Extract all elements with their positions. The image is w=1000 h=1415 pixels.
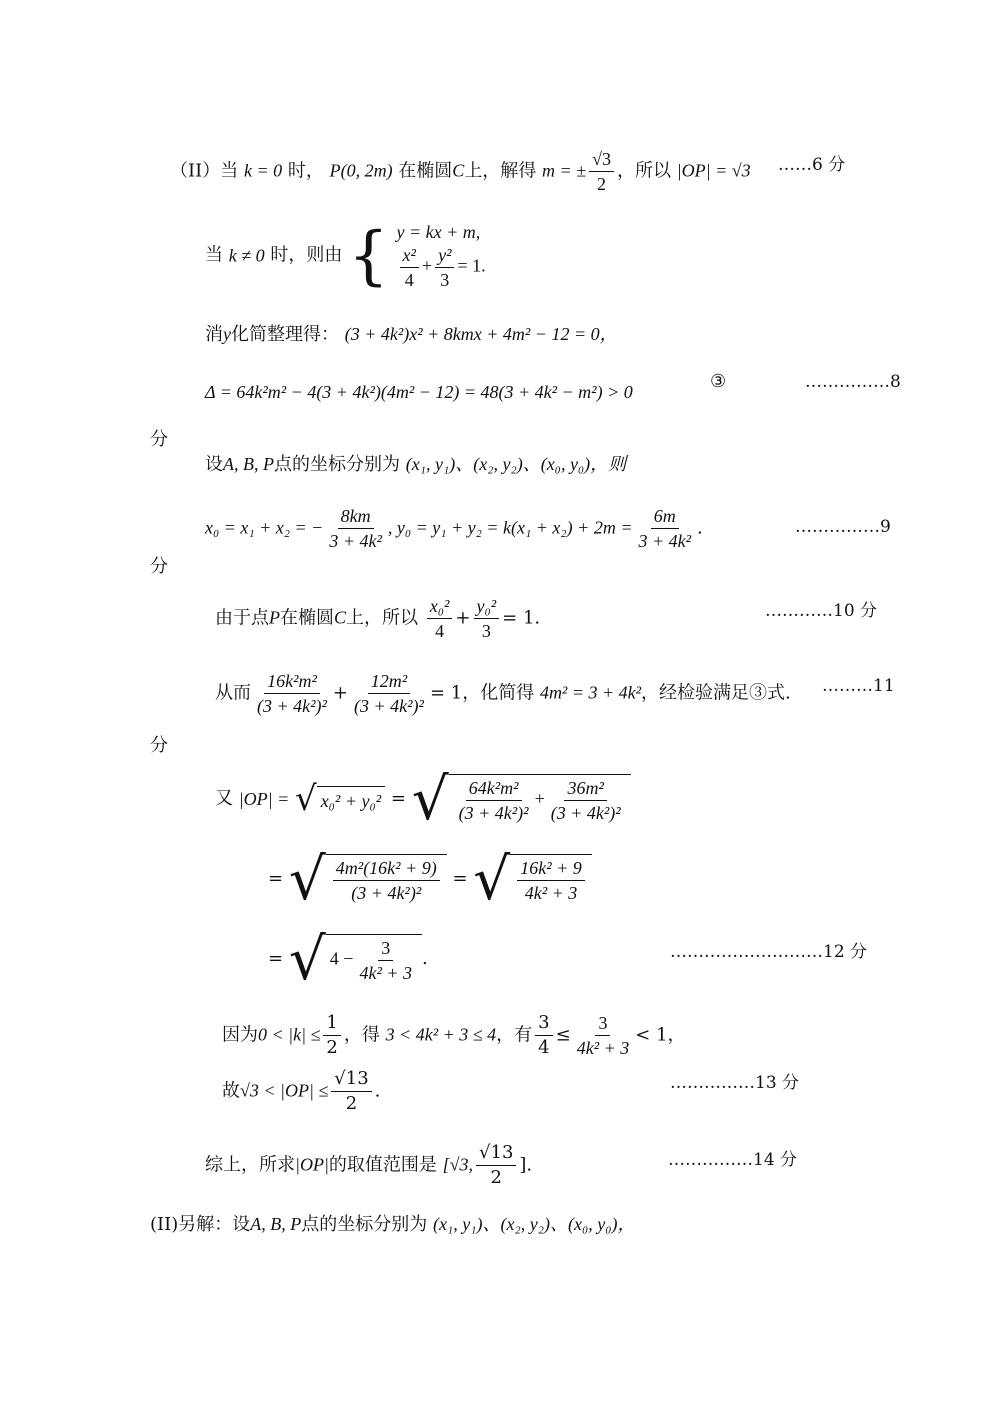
math: m = ± [542, 160, 587, 181]
math: , y₀ = y₁ + y₂ = k(x₁ + x₂) + 2m = [387, 517, 633, 538]
line-conclusion [205, 1142, 532, 1189]
denominator: (3 + 4k²)² [354, 696, 424, 716]
denominator: 4 [435, 621, 445, 641]
fraction [474, 595, 500, 642]
math: = [390, 788, 406, 809]
text: (II)另解：设 [150, 1214, 251, 1235]
circle-3: ③ [710, 371, 727, 392]
text: 化简整理得： [231, 324, 339, 345]
math: = 1. [502, 607, 541, 629]
math: |OP| [295, 1154, 329, 1175]
fraction [574, 1012, 633, 1059]
math: |OP| = [238, 789, 290, 809]
numerator: 12m² [368, 670, 410, 694]
numerator: y₀² [474, 595, 500, 619]
radical [288, 845, 447, 913]
math: . [374, 1080, 381, 1102]
fraction [517, 857, 585, 904]
denominator: (3 + 4k²)² [458, 803, 529, 823]
fraction [427, 595, 453, 642]
denominator: 4 [538, 1037, 550, 1058]
line-simplify [268, 845, 592, 913]
numerator: x₀² [427, 595, 453, 619]
text: = 1，化简得 [429, 682, 535, 704]
denominator: 3 [481, 621, 491, 641]
radical [473, 845, 592, 913]
text: 由于点 [215, 607, 269, 629]
denominator: 4k² + 3 [576, 1038, 630, 1058]
score-unit: 分 [150, 556, 168, 577]
denominator: 2 [345, 1093, 358, 1114]
text: ，经检验满足③式. [641, 682, 791, 704]
math: P [269, 607, 280, 628]
score-unit: 分 [150, 429, 168, 450]
line-midpoint [205, 505, 703, 552]
numerator: √13 [476, 1142, 516, 1166]
text: 消 [205, 324, 223, 345]
text: 从而 [215, 682, 251, 704]
denominator: 3 [440, 270, 450, 290]
equation-line: y = kx + m, [396, 222, 481, 242]
math: (x₁, y₁)、(x₂, y₂)、(x₀, y₀)， [433, 1214, 636, 1234]
denominator: 4k² + 3 [524, 883, 578, 903]
line-hence [222, 1068, 380, 1115]
denominator: (3 + 4k²)² [550, 803, 621, 823]
score-10: …………10 分 [765, 601, 878, 621]
radical [295, 779, 385, 819]
denominator: 2 [490, 1167, 502, 1188]
text: 因为 [222, 1024, 258, 1046]
fraction [333, 857, 440, 904]
radical-sign: √ [473, 845, 511, 913]
radicand [326, 934, 422, 984]
text: （II）当 [170, 160, 239, 182]
numerator: x² [400, 244, 419, 268]
numerator: 3 [595, 1012, 610, 1036]
math: + [421, 255, 433, 276]
math: + [455, 607, 471, 629]
text: 点的坐标分别为 [301, 1214, 428, 1235]
line-case-k-nonzero [205, 220, 486, 291]
math: = [268, 868, 284, 889]
math: + [332, 682, 349, 704]
math: C [334, 607, 347, 628]
numerator: 3 [378, 937, 393, 961]
equation-system [397, 220, 486, 291]
radical-sign: √ [295, 779, 317, 819]
text: 综上，所求 [205, 1154, 295, 1176]
math: k = 0 [243, 160, 283, 181]
numerator: 64k²m² [466, 777, 522, 801]
fraction [326, 505, 385, 552]
numerator: y² [435, 244, 454, 268]
numerator: 16k² + 9 [517, 857, 585, 881]
radical [411, 765, 631, 833]
math: [√3, [442, 1154, 474, 1175]
radicand [326, 854, 447, 904]
math: ]. [519, 1154, 533, 1176]
math: y [223, 324, 231, 344]
math: < 1， [635, 1024, 686, 1046]
text: 在椭圆 [398, 160, 453, 182]
math: A, B, P [250, 1214, 302, 1234]
denominator: (3 + 4k²)² [257, 696, 327, 716]
denominator: 3 + 4k² [329, 531, 382, 551]
numerator: 8km [338, 505, 374, 529]
equation-line [397, 244, 486, 291]
text: 上，所以 [346, 607, 419, 629]
line-set-coords [205, 452, 626, 477]
denominator: 4k² + 3 [359, 963, 412, 983]
score-13: ……………13 分 [670, 1073, 800, 1093]
math: |OP| = √3 [676, 160, 751, 181]
fraction [535, 1012, 552, 1059]
text: ，得 [343, 1024, 380, 1046]
numerator: 16k²m² [264, 670, 320, 694]
math: 4 − [329, 948, 354, 969]
fraction [356, 937, 415, 984]
denominator: 3 + 4k² [638, 531, 692, 551]
math: ≤ [555, 1024, 571, 1046]
text: 时，则由 [270, 244, 343, 266]
line-because [222, 1012, 686, 1059]
radical-sign: √ [288, 925, 326, 993]
text: 点的坐标分别为 [274, 454, 400, 475]
line-alternative [150, 1212, 635, 1237]
math: . [422, 948, 428, 969]
text: 故 [222, 1080, 240, 1102]
score-11: ………11 [822, 676, 895, 696]
brace: { [348, 218, 389, 293]
math: = [452, 868, 468, 889]
math: A, B, P [223, 454, 274, 474]
denominator: 4 [404, 270, 414, 290]
denominator: 2 [326, 1037, 338, 1058]
denominator: 2 [597, 174, 607, 194]
radical [288, 925, 422, 993]
denominator: (3 + 4k²)² [351, 883, 422, 903]
numerator: 6m [651, 505, 679, 529]
score-12: ………………………12 分 [670, 942, 868, 962]
fraction [548, 777, 624, 824]
math: = 1. [457, 255, 486, 276]
math: = [268, 948, 284, 969]
radicand [449, 774, 631, 824]
fraction [323, 1012, 340, 1059]
line-case-k-zero [170, 148, 751, 195]
line-eliminate [205, 322, 618, 347]
score-8: ……………8 [805, 372, 901, 392]
math: k ≠ 0 [228, 245, 265, 266]
line-on-ellipse [215, 595, 540, 642]
numerator: 36m² [564, 777, 606, 801]
numerator: 1 [323, 1012, 340, 1036]
text: 又 [215, 788, 233, 809]
text: ，有 [496, 1024, 533, 1046]
score-9: ……………9 [795, 517, 891, 537]
score-14: ……………14 分 [668, 1150, 798, 1170]
math: (x₁, y₁)、(x₂, y₂)、(x₀, y₀)，则 [405, 454, 627, 474]
math: Δ = 64k²m² − 4(3 + 4k²)(4m² − 12) = 48(3 + 4k² − m²) > 0 [205, 382, 633, 402]
numerator: 3 [535, 1012, 552, 1036]
math: P(0, 2m) [329, 160, 393, 181]
text: 在椭圆 [280, 607, 334, 629]
math: 0 < |k| ≤ [258, 1024, 321, 1045]
text: 当 [205, 244, 223, 266]
numerator: √13 [331, 1068, 371, 1092]
line-op-length [215, 765, 631, 833]
math: (3 + 4k²)x² + 8kmx + 4m² − 12 = 0， [344, 324, 618, 344]
fraction [331, 1068, 371, 1115]
line-therefore [215, 670, 791, 717]
math: + [534, 788, 545, 809]
math: C [452, 160, 465, 181]
fraction [254, 670, 330, 717]
fraction [351, 670, 427, 717]
text: ，所以 [616, 160, 671, 182]
fraction [589, 148, 614, 195]
numerator: √3 [589, 148, 614, 172]
text: 上，解得 [464, 160, 537, 182]
text: 的取值范围是 [328, 1154, 437, 1176]
math: 4m² = 3 + 4k² [539, 682, 642, 703]
radicand: x₀² + y₀² [317, 786, 385, 813]
radicand [510, 854, 592, 904]
fraction [476, 1142, 516, 1189]
numerator: 4m²(16k² + 9) [333, 857, 440, 881]
text: 时， [287, 160, 324, 182]
fraction [400, 244, 419, 291]
fraction [635, 505, 694, 552]
line-result [268, 925, 428, 993]
radical-sign: √ [411, 765, 449, 833]
math: 3 < 4k² + 3 ≤ 4 [385, 1024, 497, 1045]
math: . [697, 517, 703, 539]
fraction [456, 777, 532, 824]
radical-sign: √ [288, 845, 326, 913]
line-discriminant [205, 380, 633, 405]
fraction [435, 244, 454, 291]
text: 设 [205, 454, 223, 475]
math: √3 < |OP| ≤ [240, 1080, 329, 1101]
score-6: ……6 分 [778, 155, 846, 175]
score-unit: 分 [150, 735, 168, 756]
math: x₀ = x₁ + x₂ = − [205, 517, 324, 538]
